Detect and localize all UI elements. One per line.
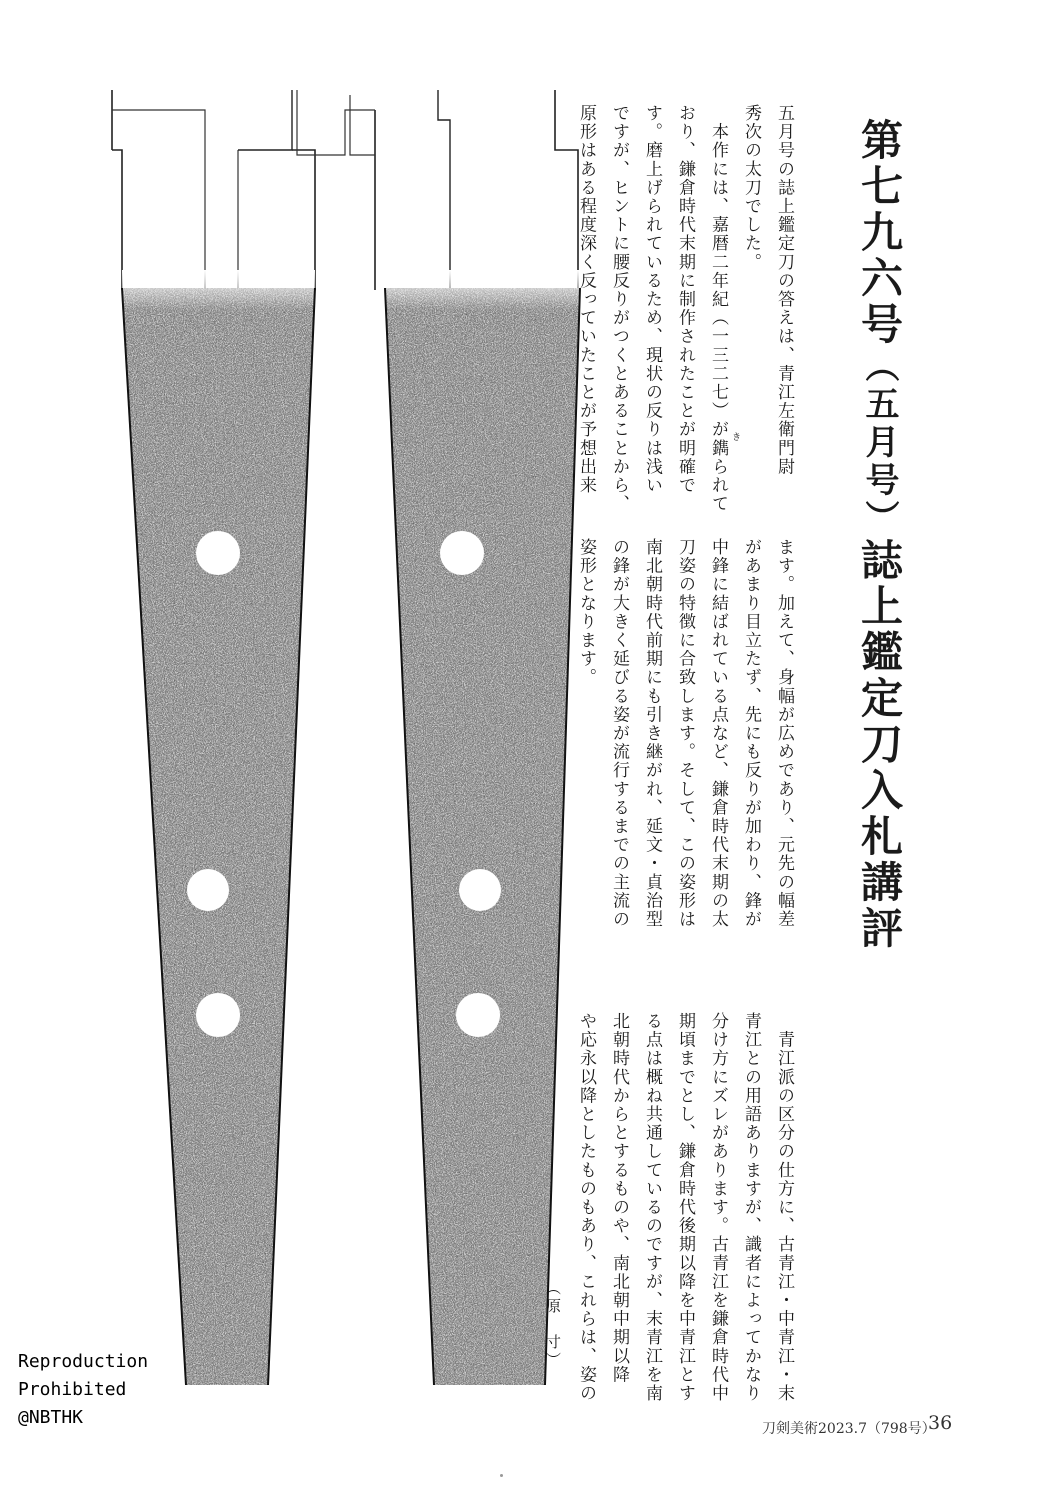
body-paragraph-3: 青江派の区分の仕方に、古青江・中青江・末 青江との用語ありますが、識者によってかなり 分け方にズレがあります。古青江を鎌倉時代中 期頃までとし、鎌倉時代後期以降を中青江とす る点は概ね共通しているのですが、末青江を南 北朝時代からとするものや、南北朝中期以降 や応永以降としたものもあり、これらは、姿の [576, 1012, 794, 1403]
watermark [18, 1348, 148, 1432]
scan-speck [500, 1474, 503, 1477]
body-paragraph-1: 五月号の誌上鑑定刀の答えは、青江左衛門尉 秀次の太刀でした。 本作には、嘉暦二年紀（一三二七）が鐫られて おり、鎌倉時代末期に制作されたことが明確で す。磨上げられているため、現状の反りは浅い ですが、ヒントに腰反りがつくとあることから、 原形はある程度深く反っていたことが予想出来 [576, 104, 794, 514]
watermark-line-1: Reproduction [18, 1351, 149, 1372]
title-rest: 誌上鑑定刀入札講評 [855, 538, 904, 952]
body-paragraph-2: ます。加えて、身幅が広めであり、元先の幅差 があまり目立たず、先にも反りが加わり、鋒が 中鋒に結ばれている点など、鎌倉時代末期の太 刀姿の特徴に合致します。そして、この姿形は 南北朝時代前期にも引き継がれ、延文・貞治型 の鋒が大きく延びる姿が流行するまでの主流の 姿形となります。 [576, 538, 794, 929]
article-title [855, 118, 904, 952]
watermark-line-3: @NBTHK [18, 1407, 84, 1428]
watermark-line-2: Prohibited [18, 1379, 127, 1400]
page-footer [762, 1412, 1002, 1440]
mekugi-ana-6 [456, 993, 500, 1037]
title-paren: （五月号） [859, 348, 899, 538]
ruby-annotation: き [732, 433, 742, 443]
mekugi-ana-3 [196, 993, 240, 1037]
scale-credit: （原 寸） [544, 1280, 562, 1370]
journal-name: 刀剣美術2023.7（798号） [762, 1421, 936, 1437]
oshigata-right [297, 90, 580, 1390]
oshigata-left [112, 90, 315, 1390]
page-number: 36 [928, 1412, 953, 1434]
mekugi-ana-2 [187, 869, 229, 911]
mekugi-ana-5 [459, 869, 501, 911]
title-main: 第七九六号 [855, 118, 904, 348]
mekugi-ana-1 [196, 531, 240, 575]
mekugi-ana-4 [440, 531, 484, 575]
